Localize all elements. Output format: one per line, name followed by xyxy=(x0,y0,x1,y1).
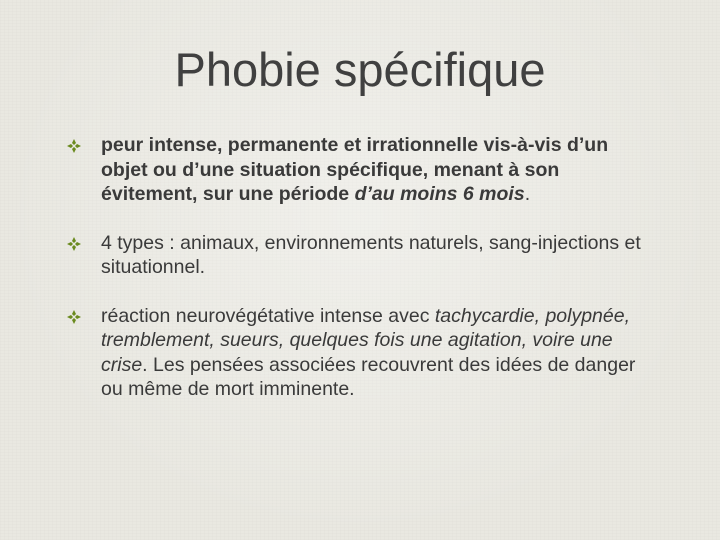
bullet-text xyxy=(101,133,656,207)
bullet-text xyxy=(101,231,656,280)
slide-title: Phobie spécifique xyxy=(174,43,546,96)
bullet-text-segment: d’au moins 6 mois xyxy=(354,183,525,205)
bullet-text-segment: . Les pensées associées recouvrent des idées de danger ou même de mort imminente. xyxy=(101,353,636,400)
bullet-text-segment: peur intense, permanente et irrationnelle vis-à-vis d’un objet ou d’une situation spécifique, menant à son évitement, sur une période xyxy=(101,134,609,205)
diamond-flower-bullet-icon xyxy=(66,236,82,252)
bullet-item xyxy=(66,231,656,280)
bullet-item xyxy=(66,304,656,402)
bullet-item xyxy=(66,133,656,207)
diamond-flower-bullet-icon xyxy=(66,309,82,325)
bullet-text-segment: réaction neurovégétative intense avec xyxy=(101,304,435,327)
bullet-text-segment: 4 types : animaux, environnements naturels, sang-injections et situationnel. xyxy=(101,231,641,278)
diamond-flower-bullet-icon xyxy=(66,138,82,154)
bullet-text-segment: . xyxy=(524,183,531,205)
bullet-list xyxy=(66,133,656,402)
bullet-text xyxy=(101,304,656,402)
bullet-text-segment: tachycardie, polypnée, tremblement, sueurs, quelques fois une agitation, voire une crise xyxy=(101,304,631,376)
